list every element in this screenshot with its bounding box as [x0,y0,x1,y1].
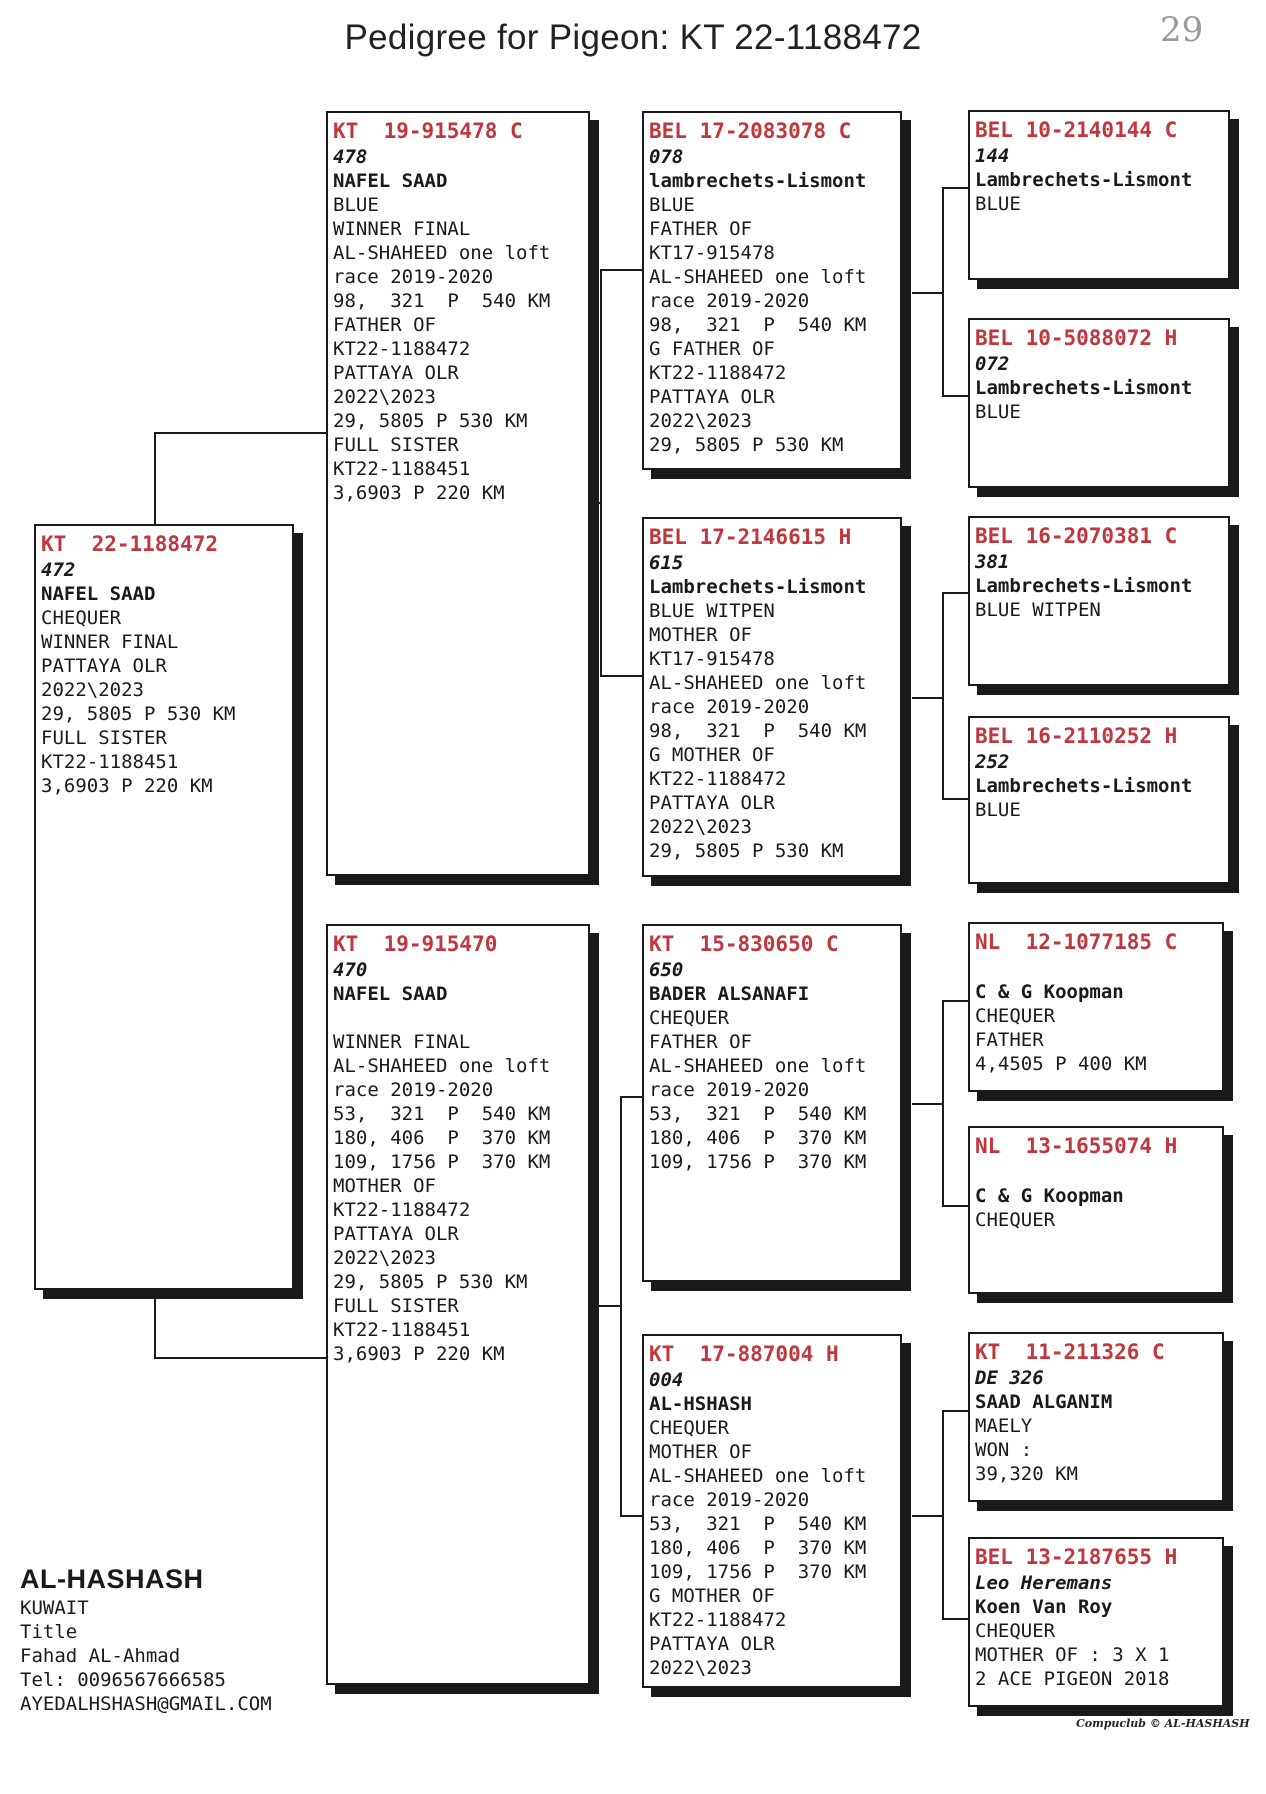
pedigree-line: AL-SHAHEED one loft [333,1055,551,1077]
pigeon-card-sire-dam[interactable] [642,517,902,877]
pedigree-line [975,956,1222,980]
ring-number: BEL 16-2070381 C [975,524,1178,548]
pedigree-line: BLUE [333,194,379,216]
pedigree-line: 98, 321 P 540 KM [649,720,867,742]
pigeon-code: 078 [649,146,684,168]
pigeon-code: 615 [649,552,684,574]
pigeon-code: 650 [649,959,684,981]
pigeon-card-ss-dam[interactable] [968,318,1230,488]
pedigree-line: race 2019-2020 [649,1489,810,1511]
ring-number: BEL 13-2187655 H [975,1545,1178,1569]
breeder-name: Lambrechets-Lismont [975,377,1193,399]
breeder-name: C & G Koopman [975,1185,1124,1207]
ring-number: BEL 16-2110252 H [975,724,1178,748]
ring-number: KT 19-915470 [333,932,498,956]
breeder-name: BADER ALSANAFI [649,983,810,1005]
pedigree-line: 2022\2023 [333,386,436,408]
connector-ds [942,1000,970,1205]
pedigree-line: race 2019-2020 [649,696,810,718]
pedigree-line: 98, 321 P 540 KM [333,290,551,312]
pedigree-line: AL-SHAHEED one loft [333,242,551,264]
ring-number: BEL 10-5088072 H [975,326,1178,350]
ring-number: KT 22-1188472 [41,532,219,556]
pedigree-line: G MOTHER OF [649,1585,775,1607]
pedigree-line: 109, 1756 P 370 KM [333,1151,551,1173]
pedigree-line: CHEQUER [975,1209,1056,1231]
pedigree-line: 4,4505 P 400 KM [975,1053,1147,1075]
pigeon-code: 472 [41,559,76,581]
pedigree-line: 29, 5805 P 530 KM [649,840,844,862]
breeder-name: C & G Koopman [975,981,1124,1003]
pedigree-line: 3,6903 P 220 KM [333,482,505,504]
pedigree-line: PATTAYA OLR [649,1633,775,1655]
pedigree-line: 3,6903 P 220 KM [41,775,213,797]
connector-ss-bot [942,395,968,397]
pedigree-line: BLUE [975,799,1021,821]
breeder-name: lambrechets-Lismont [649,170,867,192]
ring-number: BEL 17-2083078 C [649,119,852,143]
pedigree-line: BLUE [649,194,695,216]
breeder-name: Lambrechets-Lismont [975,775,1193,797]
owner-block [20,1562,272,1716]
connector-dam-mid [590,1305,622,1307]
pigeon-card-dam-dam[interactable] [642,1334,902,1688]
connector-dam-top [620,1096,642,1098]
pedigree-line: 29, 5805 P 530 KM [333,1271,528,1293]
breeder-name: NAFEL SAAD [333,983,448,1005]
pigeon-card-sire[interactable] [326,111,590,876]
pedigree-line: FATHER OF [649,1031,752,1053]
pedigree-line: 109, 1756 P 370 KM [649,1151,867,1173]
pedigree-line: 2022\2023 [333,1247,436,1269]
pedigree-line: AL-SHAHEED one loft [649,1465,867,1487]
pedigree-line: CHEQUER [649,1007,730,1029]
pedigree-line: KT22-1188472 [649,768,787,790]
connector-sd-mid [912,697,944,699]
pedigree-line: race 2019-2020 [649,290,810,312]
owner-country: KUWAIT [20,1597,89,1619]
connector-sd-bot [942,798,968,800]
connector-subject-bottom [154,1357,326,1359]
owner-name: AL-HASHASH [20,1564,204,1594]
pigeon-code: DE 326 [975,1367,1044,1389]
pedigree-line: BLUE WITPEN [975,599,1101,621]
breeder-name: SAAD ALGANIM [975,1391,1113,1413]
pedigree-line: KT17-915478 [649,648,775,670]
pedigree-line: 29, 5805 P 530 KM [649,434,844,456]
page-title: Pedigree for Pigeon: KT 22-1188472 [344,18,922,57]
pedigree-line: KT22-1188451 [333,1319,471,1341]
pigeon-code: 004 [649,1369,684,1391]
pigeon-code: 478 [333,146,368,168]
pedigree-line: 2 ACE PIGEON 2018 [975,1668,1170,1690]
connector-sire-mid [590,502,602,504]
pedigree-line: 3,6903 P 220 KM [333,1343,505,1365]
pedigree-line: G MOTHER OF [649,744,775,766]
pedigree-line: BLUE [975,193,1021,215]
breeder-name: AL-HSHASH [649,1393,752,1415]
pedigree-line: WINNER FINAL [333,218,471,240]
pedigree-line: FATHER OF [333,314,436,336]
pedigree-line: race 2019-2020 [649,1079,810,1101]
pedigree-line: WINNER FINAL [41,631,179,653]
breeder-name: NAFEL SAAD [41,583,156,605]
pigeon-card-sd-dam[interactable] [968,716,1230,884]
connector-dam-bot [620,1515,642,1517]
connector-sire-top [600,269,642,271]
pedigree-line: PATTAYA OLR [649,792,775,814]
pedigree-line: 180, 406 P 370 KM [649,1127,867,1149]
connector-dd-top [942,1410,968,1412]
pigeon-card-ds-sire[interactable] [968,922,1224,1092]
page-number: 29 [1160,10,1204,50]
owner-title: Title [20,1621,78,1643]
pedigree-line: race 2019-2020 [333,1079,494,1101]
breeder-name: Koen Van Roy [975,1596,1113,1618]
pigeon-code: 072 [975,353,1010,375]
pedigree-line: FULL SISTER [333,434,459,456]
pedigree-line: KT22-1188451 [333,458,471,480]
pigeon-card-ds-dam[interactable] [968,1126,1224,1294]
pigeon-card-ss-sire[interactable] [968,110,1230,280]
pedigree-line: 2022\2023 [41,679,144,701]
connector-ss-top [942,187,968,189]
pigeon-code: Leo Heremans [975,1572,1113,1594]
pedigree-line: FATHER OF [649,218,752,240]
breeder-name: NAFEL SAAD [333,170,448,192]
connector-ss-mid [912,292,944,294]
pedigree-line: 98, 321 P 540 KM [649,314,867,336]
connector-dd-bot [942,1618,968,1620]
pedigree-line [333,1006,588,1030]
pedigree-line: 39,320 KM [975,1463,1078,1485]
connector-sd [942,592,970,798]
pedigree-line: FULL SISTER [41,727,167,749]
pedigree-line: 2022\2023 [649,816,752,838]
pedigree-line: BLUE [975,401,1021,423]
pedigree-line: KT22-1188451 [41,751,179,773]
connector-ds-bot [942,1205,968,1207]
pedigree-line: 180, 406 P 370 KM [333,1127,551,1149]
pedigree-line: CHEQUER [649,1417,730,1439]
ring-number: KT 11-211326 C [975,1340,1165,1364]
ring-number: NL 12-1077185 C [975,930,1178,954]
connector-dd-mid [912,1515,944,1517]
pigeon-code: 144 [975,145,1010,167]
connector-sd-top [942,592,968,594]
pedigree-line: KT17-915478 [649,242,775,264]
pedigree-line: AL-SHAHEED one loft [649,672,867,694]
pedigree-line: PATTAYA OLR [333,1223,459,1245]
pedigree-line: MOTHER OF [649,1441,752,1463]
pigeon-card-sd-sire[interactable] [968,516,1230,686]
ring-number: BEL 17-2146615 H [649,525,852,549]
pigeon-card-sire-sire[interactable] [642,111,902,470]
pedigree-line: MAELY [975,1415,1033,1437]
connector-ds-mid [912,1103,944,1105]
breeder-name: Lambrechets-Lismont [975,169,1193,191]
pedigree-line: G FATHER OF [649,338,775,360]
owner-email[interactable]: AYEDALHSHASH@GMAIL.COM [20,1693,272,1715]
pedigree-line: 53, 321 P 540 KM [333,1103,551,1125]
ring-number: KT 15-830650 C [649,932,839,956]
connector-dam [620,1096,634,1515]
pedigree-line: 2022\2023 [649,1657,752,1679]
pedigree-line: MOTHER OF [649,624,752,646]
pedigree-line: 180, 406 P 370 KM [649,1537,867,1559]
pedigree-line: AL-SHAHEED one loft [649,1055,867,1077]
pedigree-line: KT22-1188472 [333,1199,471,1221]
connector-dd [942,1410,970,1618]
pigeon-code: 252 [975,751,1010,773]
pigeon-card-dd-sire[interactable] [968,1332,1224,1502]
breeder-name: Lambrechets-Lismont [649,576,867,598]
pedigree-line: AL-SHAHEED one loft [649,266,867,288]
pedigree-line: CHEQUER [975,1005,1056,1027]
connector-sire-bot [600,675,642,677]
owner-person: Fahad AL-Ahmad [20,1645,181,1667]
pedigree-line: KT22-1188472 [333,338,471,360]
pedigree-line: 109, 1756 P 370 KM [649,1561,867,1583]
breeder-name: Lambrechets-Lismont [975,575,1193,597]
pedigree-line: 29, 5805 P 530 KM [41,703,236,725]
ring-number: KT 17-887004 H [649,1342,839,1366]
pedigree-line: FULL SISTER [333,1295,459,1317]
pedigree-line: race 2019-2020 [333,266,494,288]
pigeon-card-dd-dam[interactable] [968,1537,1224,1707]
pedigree-line: 53, 321 P 540 KM [649,1103,867,1125]
connector-ss [942,187,970,395]
connector-subject-top [154,432,326,434]
pedigree-line: BLUE WITPEN [649,600,775,622]
pedigree-line: KT22-1188472 [649,1609,787,1631]
pedigree-line: MOTHER OF [333,1175,436,1197]
pigeon-card-dam[interactable] [326,924,590,1685]
pigeon-code: 381 [975,551,1010,573]
pedigree-line: 2022\2023 [649,410,752,432]
pedigree-line: CHEQUER [975,1620,1056,1642]
pedigree-line: PATTAYA OLR [333,362,459,384]
pedigree-line: PATTAYA OLR [649,386,775,408]
ring-number: BEL 10-2140144 C [975,118,1178,142]
pedigree-line: CHEQUER [41,607,122,629]
pedigree-line: PATTAYA OLR [41,655,167,677]
connector-sire [600,269,614,675]
ring-number: KT 19-915478 C [333,119,523,143]
pedigree-line: WON : [975,1439,1033,1461]
pedigree-line: WINNER FINAL [333,1031,471,1053]
connector-ds-top [942,1000,968,1002]
ring-number: NL 13-1655074 H [975,1134,1178,1158]
pigeon-code: 470 [333,959,368,981]
pedigree-line: MOTHER OF : 3 X 1 [975,1644,1170,1666]
pigeon-card-subject[interactable] [34,524,294,1290]
pedigree-line: 29, 5805 P 530 KM [333,410,528,432]
pedigree-line: FATHER [975,1029,1044,1051]
pigeon-card-dam-sire[interactable] [642,924,902,1282]
footer-note: Compuclub © AL-HASHASH [1076,1717,1250,1730]
pedigree-line: KT22-1188472 [649,362,787,384]
pedigree-line: 53, 321 P 540 KM [649,1513,867,1535]
owner-phone: Tel: 0096567666585 [20,1669,226,1691]
pedigree-line [975,1160,1222,1184]
